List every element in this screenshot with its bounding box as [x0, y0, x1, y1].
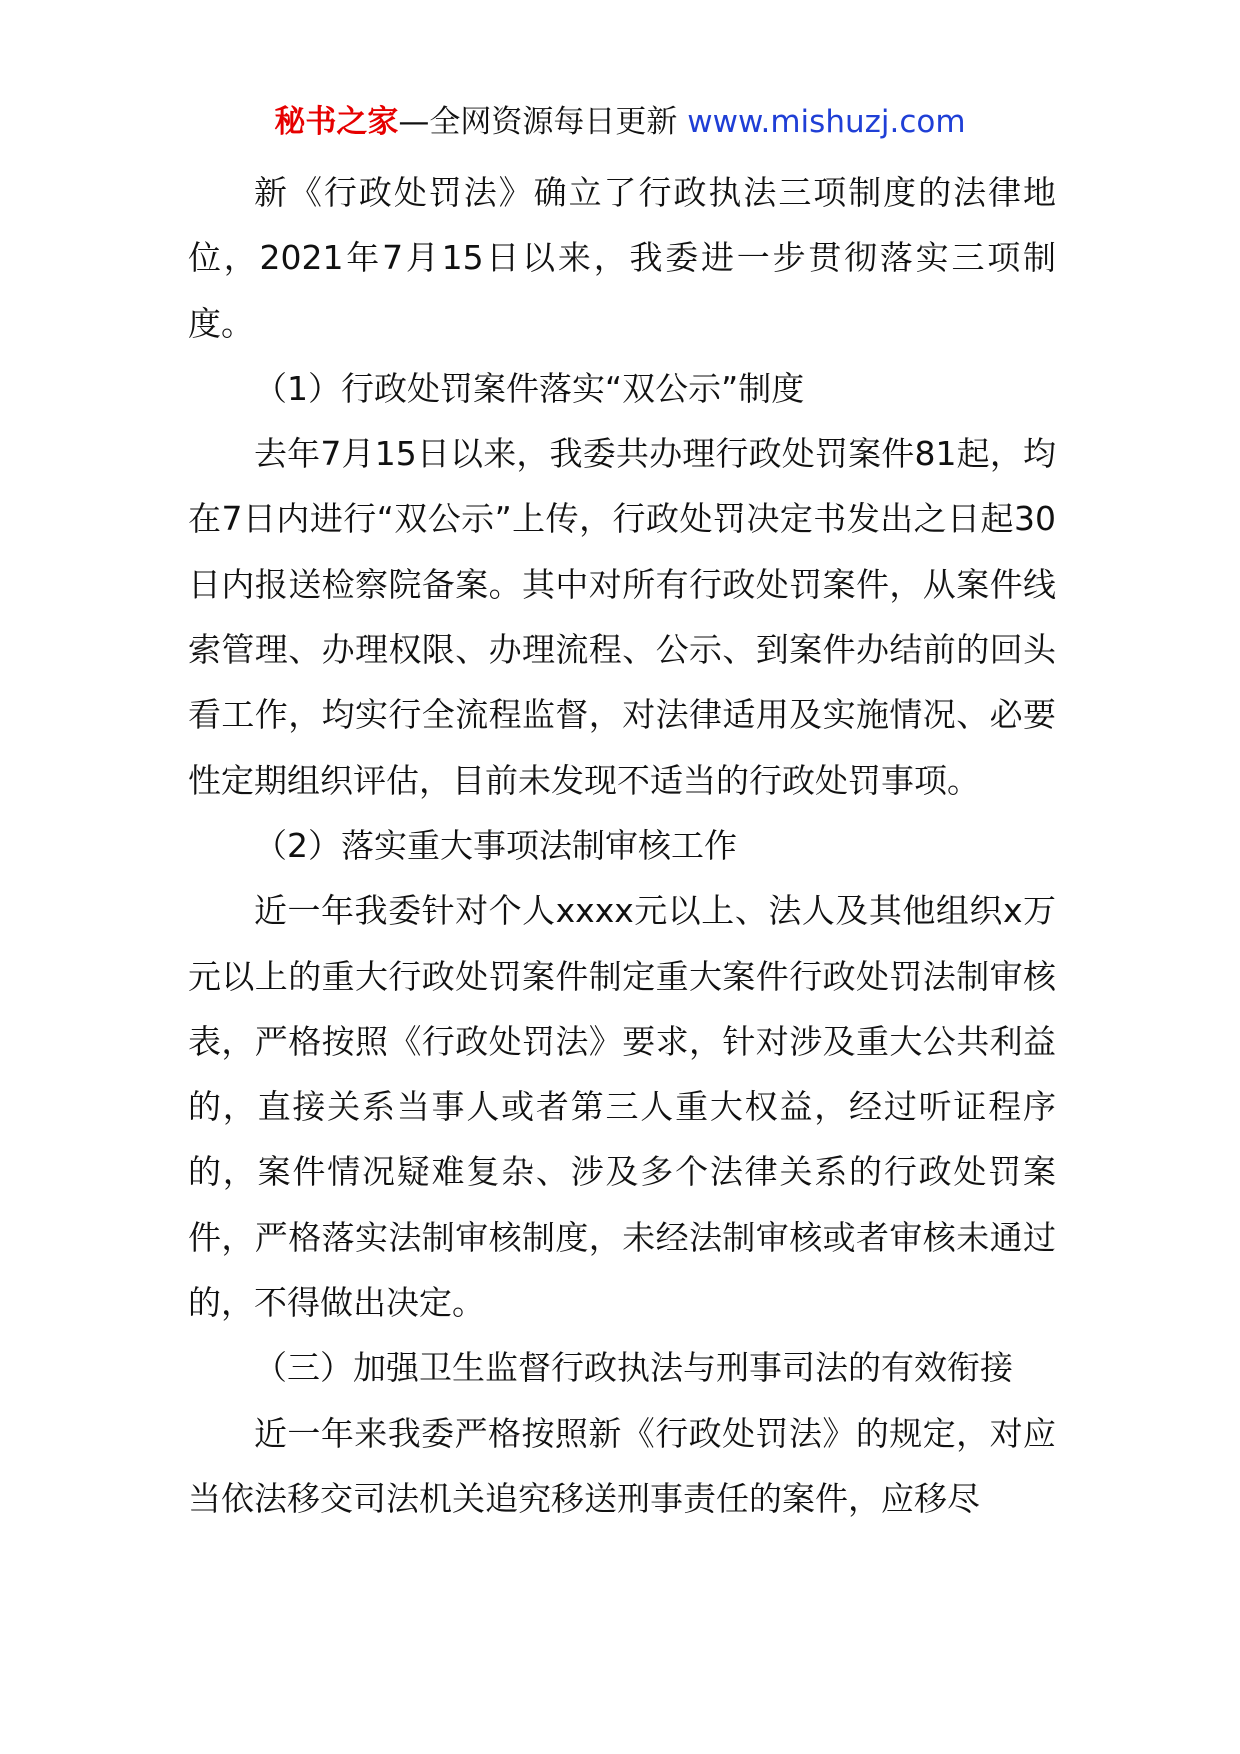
- section-1-paragraph: 去年7月15日以来，我委共办理行政处罚案件81起，均在7日内进行“双公示”上传，行政处罚决定书发出之日起30日内报送检察院备案。其中对所有行政处罚案件，从案件线索管理、办理权限、办理流程、公示、到案件办结前的回头看工作，均实行全流程监督，对法律适用及实施情况、必要性定期组织评估，目前未发现不适当的行政处罚事项。: [188, 434, 1056, 800]
- intro-paragraph: 新《行政处罚法》确立了行政执法三项制度的法律地位，2021年7月15日以来，我委进一步贯彻落实三项制度。: [188, 173, 1056, 343]
- section-1-heading: （1）行政处罚案件落实“双公示”制度: [254, 368, 805, 408]
- site-url-link[interactable]: www.mishuzj.com: [687, 104, 966, 140]
- section-2-heading: （2）落实重大事项法制审核工作: [254, 825, 737, 865]
- site-banner: [0, 100, 1240, 144]
- document-body: [188, 160, 1056, 1531]
- section-3-heading: （三）加强卫生监督行政执法与刑事司法的有效衔接: [254, 1348, 1013, 1388]
- site-brand: 秘书之家: [274, 104, 399, 140]
- section-3-paragraph: 近一年来我委严格按照新《行政处罚法》的规定，对应当依法移交司法机关追究移送刑事责任的案件，应移尽: [188, 1413, 1056, 1518]
- site-tagline: —全网资源每日更新: [398, 104, 688, 140]
- section-2-paragraph: 近一年我委针对个人xxxx元以上、法人及其他组织x万元以上的重大行政处罚案件制定重大案件行政处罚法制审核表，严格按照《行政处罚法》要求，针对涉及重大公共利益的，直接关系当事人或者第三人重大权益，经过听证程序的，案件情况疑难复杂、涉及多个法律关系的行政处罚案件，严格落实法制审核制度，未经法制审核或者审核未通过的，不得做出决定。: [188, 891, 1056, 1323]
